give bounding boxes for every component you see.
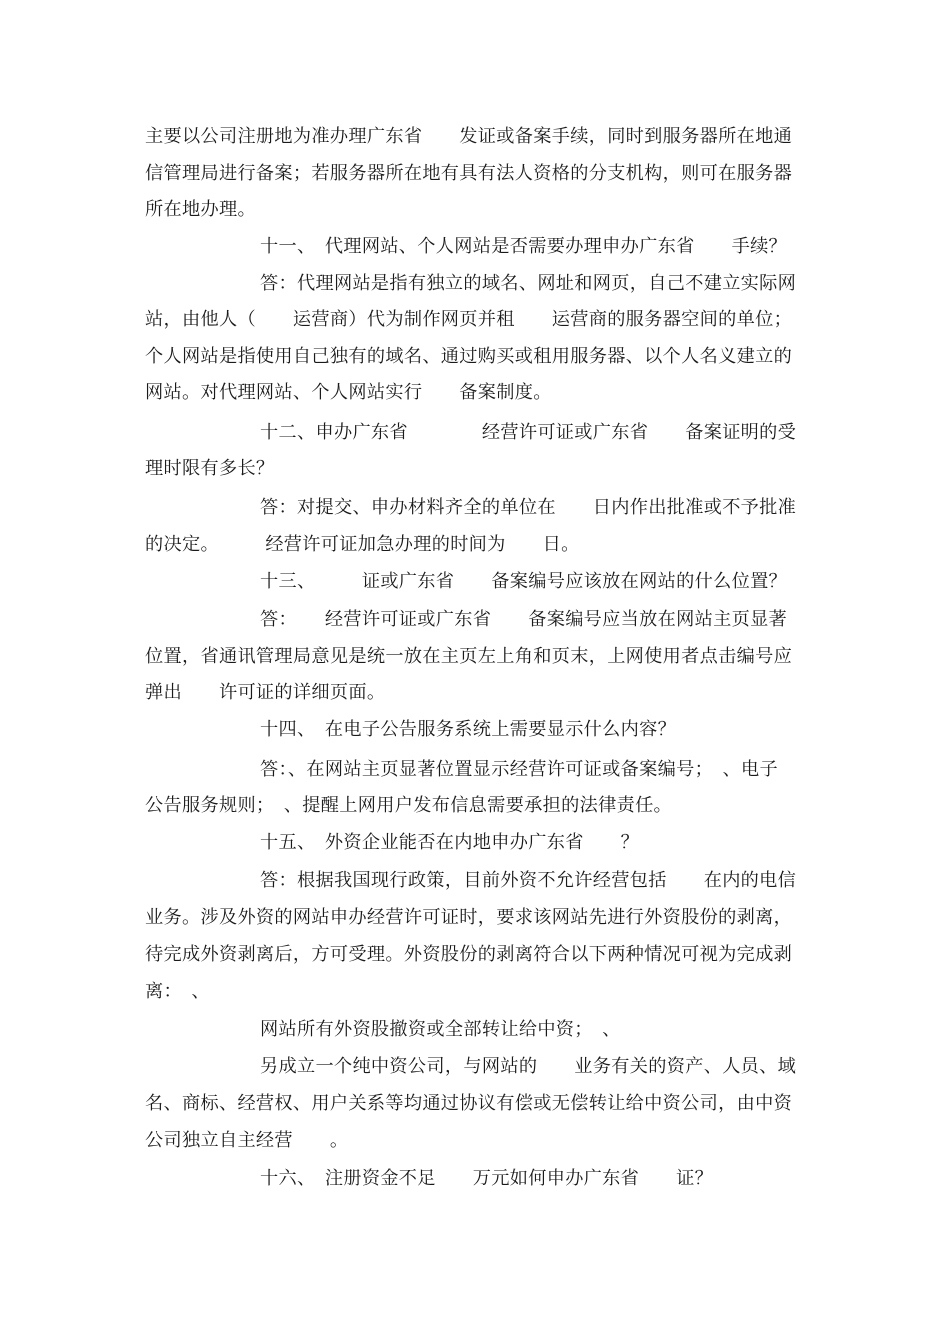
question-heading: 十一、 代理网站、个人网站是否需要办理申办广东省 手续？ <box>260 236 788 257</box>
answer-line: 答：对提交、申办材料齐全的单位在 日内作出批准或不予批准 <box>260 497 797 518</box>
text-line: 网站所有外资股撤资或全部转让给中资； 、 <box>260 1019 621 1040</box>
text-line: 弹出 许可证的详细页面。 <box>145 682 386 703</box>
answer-line: 答：根据我国现行政策，目前外资不允许经营包括 在内的电信 <box>260 870 797 891</box>
text-line: 网站。对代理网站、个人网站实行 备案制度。 <box>145 382 552 403</box>
answer-line: 答：、在网站主页显著位置显示经营许可证或备案编号； 、电子 <box>260 759 778 780</box>
text-line: 另成立一个纯中资公司，与网站的 业务有关的资产、人员、域 <box>260 1056 797 1077</box>
text-line: 名、商标、经营权、用户关系等均通过协议有偿或无偿转让给中资公司，由中资 <box>145 1093 793 1114</box>
text-line: 个人网站是指使用自己独有的域名、通过购买或租用服务器、以个人名义建立的 <box>145 346 793 367</box>
text-line: 公告服务规则； 、提醒上网用户发布信息需要承担的法律责任。 <box>145 795 673 816</box>
text-line: 主要以公司注册地为准办理广东省 发证或备案手续，同时到服务器所在地通 <box>145 126 793 147</box>
text-line: 位置，省通讯管理局意见是统一放在主页左上角和页末，上网使用者点击编号应 <box>145 646 793 667</box>
text-line: 业务。涉及外资的网站申办经营许可证时，要求该网站先进行外资股份的剥离， <box>145 907 793 928</box>
text-line: 待完成外资剥离后，方可受理。外资股份的剥离符合以下两种情况可视为完成剥 <box>145 944 793 965</box>
answer-line: 答：代理网站是指有独立的域名、网址和网页，自己不建立实际网 <box>260 273 797 294</box>
question-heading: 十四、 在电子公告服务系统上需要显示什么内容？ <box>260 719 677 740</box>
text-line: 信管理局进行备案；若服务器所在地有具有法人资格的分支机构，则可在服务器 <box>145 163 793 184</box>
text-line: 理时限有多长？ <box>145 458 275 479</box>
text-line: 站，由他人（ 运营商）代为制作网页并租 运营商的服务器空间的单位； <box>145 309 793 330</box>
text-line: 离： 、 <box>145 981 210 1002</box>
text-line: 的决定。 经营许可证加急办理的时间为 日。 <box>145 534 580 555</box>
question-heading: 十五、 外资企业能否在内地申办广东省 ？ <box>260 832 640 853</box>
text-line: 所在地办理。 <box>145 199 256 220</box>
text-line: 公司独立自主经营 。 <box>145 1130 349 1151</box>
question-heading: 十三、 证或广东省 备案编号应该放在网站的什么位置？ <box>260 571 788 592</box>
question-heading: 十二、申办广东省 经营许可证或广东省 备案证明的受 <box>260 422 797 443</box>
question-heading: 十六、 注册资金不足 万元如何申办广东省 证？ <box>260 1168 714 1189</box>
answer-line: 答： 经营许可证或广东省 备案编号应当放在网站主页显著 <box>260 609 788 630</box>
